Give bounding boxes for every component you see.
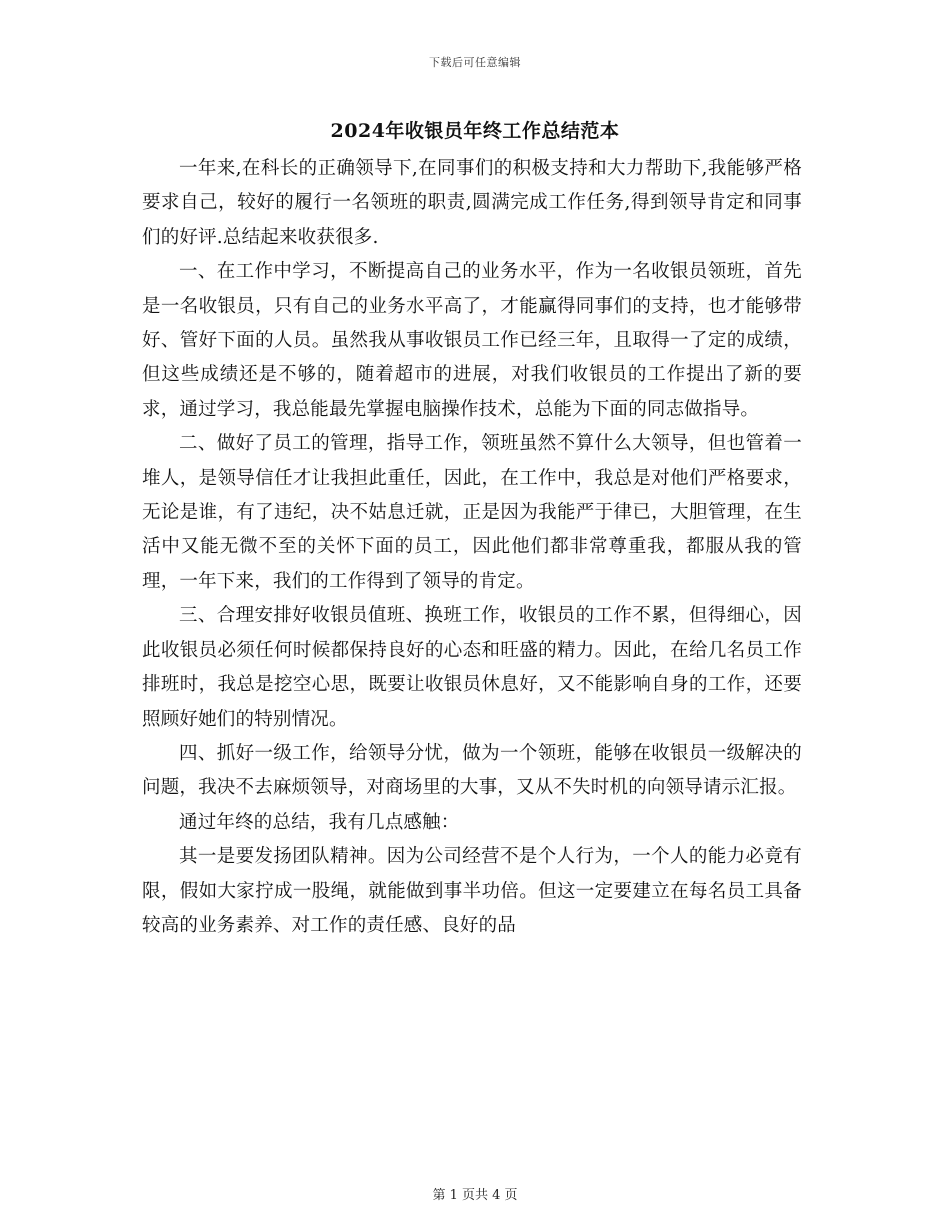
paragraph-point-1: 一、在工作中学习，不断提高自己的业务水平，作为一名收银员领班，首先是一名收银员，只有自己的业务水平高了，才能赢得同事们的支持，也才能够带好、管好下面的人员。虽然我从事收银员工作已经三年，且取得一了定的成绩，但这些成绩还是不够的，随着超市的进展，对我们收银员的工作提出了新的要求，通过学习，我总能最先掌握电脑操作技术，总能为下面的同志做指导。 [142,261,802,420]
paragraph-point-3: 三、合理安排好收银员值班、换班工作，收银员的工作不累，但得细心，因此收银员必须任何时候都保持良好的心态和旺盛的精力。因此，在给几名员工作排班时，我总是挖空心思，既要让收银员休息好，又不能影响自身的工作，还要照顾好她们的特别情况。 [142,605,802,730]
document-body [142,152,802,943]
page-footer-number: 第 1 页共 4 页 [432,1188,518,1203]
paragraph-reflection-intro: 通过年终的总结，我有几点感触： [179,811,460,833]
document-title: 2024年收银员年终工作总结范本 [330,120,620,142]
paragraph-intro: 一年来,在科长的正确领导下,在同事们的积极支持和大力帮助下,我能够严格要求自己，较好的履行一名领班的职责,圆满完成工作任务,得到领导肯定和同事们的好评.总结起来收获很多. [142,158,802,248]
page-header-note: 下载后可任意编辑 [429,56,521,69]
paragraph-reflection-1: 其一是要发扬团队精神。因为公司经营不是个人行为，一个人的能力必竟有限，假如大家拧成一股绳，就能做到事半功倍。但这一定要建立在每名员工具备较高的业务素养、对工作的责任感、良好的品 [142,846,802,936]
paragraph-point-4: 四、抓好一级工作，给领导分忧，做为一个领班，能够在收银员一级解决的问题，我决不去麻烦领导，对商场里的大事，又从不失时机的向领导请示汇报。 [142,742,802,799]
paragraph-point-2: 二、做好了员工的管理，指导工作，领班虽然不算什么大领导，但也管着一堆人，是领导信任才让我担此重任，因此，在工作中，我总是对他们严格要求，无论是谁，有了违纪，决不姑息迁就，正是因为我能严于律已，大胆管理，在生活中又能无微不至的关怀下面的员工，因此他们都非常尊重我，都服从我的管理，一年下来，我们的工作得到了领导的肯定。 [142,433,802,592]
